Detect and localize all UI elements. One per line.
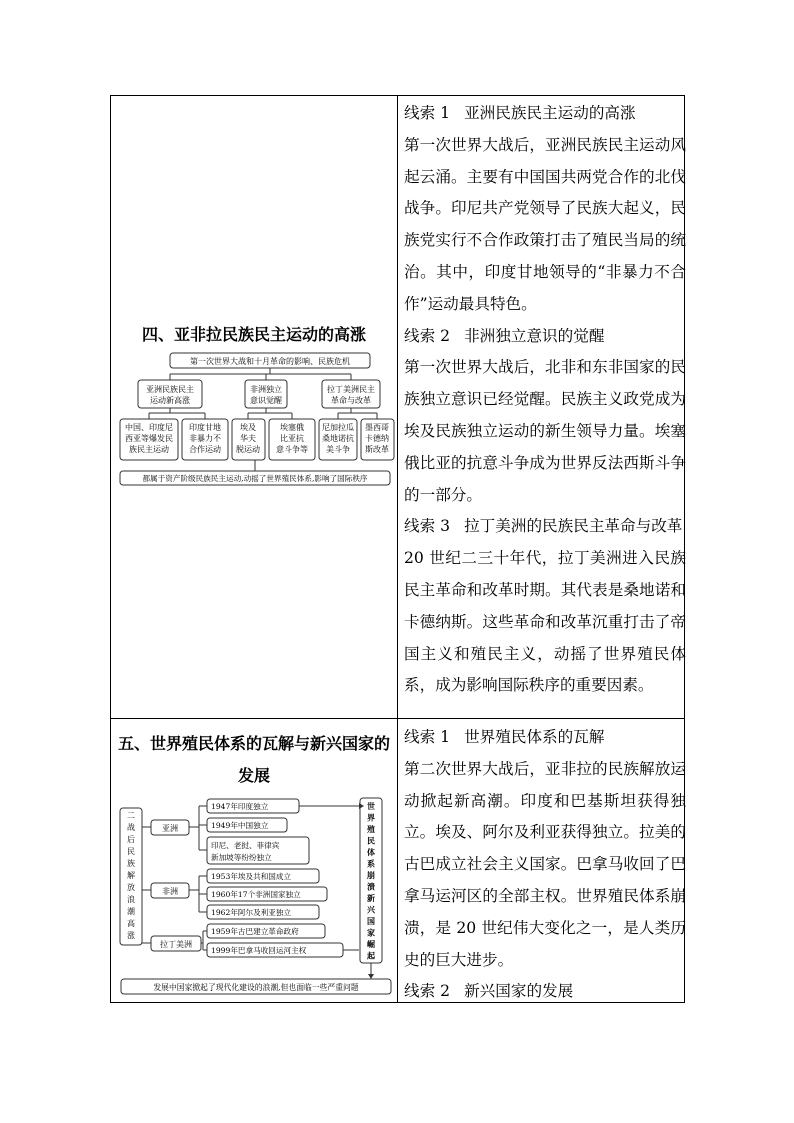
diagram-leaf6-line3: 斯改革 xyxy=(365,445,389,454)
clue-text: 第一次世界大战后，北非和东非国家的民族独立意识已经觉醒。民族主义政党成为埃及民族独立运动的新生领导力量。埃塞俄比亚的抗意斗争成为世界反法西斯斗争的一部分。 xyxy=(404,358,686,504)
right-col-char: 世 xyxy=(367,801,375,811)
diagram-leaf3-line3: 脱运动 xyxy=(236,445,260,454)
diagram-branch2-line2: 意识觉醒 xyxy=(250,396,282,405)
clue-title: 非洲独立意识的觉醒 xyxy=(464,326,605,345)
africa-item: 1960年17个非洲国家独立 xyxy=(211,890,301,899)
clue-heading xyxy=(404,722,686,754)
section5-title-line1: 五、世界殖民体系的瓦解与新兴国家的 xyxy=(117,734,390,753)
diagram-leaf2-line1: 印度甘地 xyxy=(189,423,221,432)
section4-clues xyxy=(404,98,686,702)
row-divider xyxy=(111,718,684,719)
clue-heading xyxy=(404,511,686,543)
diagram-leaf1-line1: 中国、印度尼 xyxy=(125,423,173,432)
right-col-char: 体 xyxy=(367,847,375,857)
africa-item: 1962年阿尔及利亚独立 xyxy=(211,908,292,917)
clue-title: 世界殖民体系的瓦解 xyxy=(464,728,605,746)
right-col-char: 系 xyxy=(367,858,375,869)
left-col-char: 涨 xyxy=(127,931,135,940)
diagram-leaf4-line3: 意斗争等 xyxy=(276,445,308,454)
right-col-char: 民 xyxy=(367,835,375,846)
asia-item: 新加坡等纷纷独立 xyxy=(211,853,272,862)
left-col-char: 解 xyxy=(127,871,135,880)
diagram-branch3-line2: 革命与改革 xyxy=(331,396,371,405)
content-table xyxy=(110,95,685,1003)
diagram-branch3-line1: 拉丁美洲民主 xyxy=(327,385,375,394)
diagram-leaf3-line2: 华夫 xyxy=(240,434,256,443)
clue-text: 第二次世界大战后，亚非拉的民族解放运动掀起新高潮。印度和巴基斯坦获得独立。埃及、阿尔及利亚获得独立。拉美的古巴成立社会主义国家。巴拿马收回了巴拿马运河区的全部主权。世界殖民体系崩溃，是 20 世纪伟大变化之一，是人类历史的巨大进步。 xyxy=(404,759,686,969)
region-asia: 亚洲 xyxy=(162,824,178,833)
asia-item: 印尼、老挝、菲律宾 xyxy=(211,841,280,850)
diagram-leaf6-line2: 卡德纳 xyxy=(365,434,389,443)
diagram-leaf2-line3: 合作运动 xyxy=(189,445,221,454)
latam-item: 1999年巴拿马收回运河主权 xyxy=(211,946,307,955)
left-col-char: 后 xyxy=(127,835,135,844)
section5-diagram xyxy=(115,796,395,996)
region-latam: 拉丁美洲 xyxy=(160,940,192,949)
right-col-char: 溃 xyxy=(367,881,375,892)
clue-label: 线索 1 xyxy=(404,728,451,746)
clue-label: 线索 1 xyxy=(404,104,451,122)
clue-heading xyxy=(404,321,686,353)
left-col-char: 民 xyxy=(127,847,135,856)
diagram-top: 第一次世界大战和十月革命的影响、民族危机 xyxy=(190,357,350,366)
diagram-leaf5-line2: 桑地诺抗 xyxy=(322,434,354,443)
latam-item: 1959年古巴建立革命政府 xyxy=(211,927,299,936)
diagram-leaf5-line1: 尼加拉瓜 xyxy=(322,423,354,432)
diagram-leaf1-line3: 族民主运动 xyxy=(129,445,169,454)
diagram-leaf5-line3: 美斗争 xyxy=(326,445,350,454)
diagram-branch1-line1: 亚洲民族民主 xyxy=(146,385,194,394)
right-col-char: 家 xyxy=(367,927,375,938)
section5-clues xyxy=(404,722,686,1008)
clue-title: 亚洲民族民主运动的高涨 xyxy=(464,104,636,122)
column-divider xyxy=(397,96,398,1002)
clue-text: 第一次世界大战后，亚洲民族民主运动风起云涌。主要有中国国共两党合作的北伐战争。印尼共产党领导了民族大起义，民族党实行不合作政策打击了殖民当局的统治。其中，印度甘地领导的“非暴力不合作”运动最具特色。 xyxy=(404,135,686,313)
clue-heading xyxy=(404,976,686,1008)
right-col-char: 崛 xyxy=(367,939,375,949)
clue-label: 线索 2 xyxy=(404,982,451,1001)
region-africa: 非洲 xyxy=(162,887,178,896)
clue-title: 新兴国家的发展 xyxy=(464,982,574,1001)
diagram-leaf6-line1: 墨西哥 xyxy=(365,423,389,432)
diagram-leaf1-line2: 西亚等爆发民 xyxy=(125,434,173,443)
right-col-char: 兴 xyxy=(367,904,375,915)
diagram-leaf4-line1: 埃塞俄 xyxy=(280,423,304,432)
clue-title: 拉丁美洲的民族民主革命与改革 xyxy=(464,517,683,536)
right-col-char: 国 xyxy=(367,916,375,926)
section4-diagram xyxy=(115,351,395,496)
diagram-leaf2-line2: 非暴力不 xyxy=(189,434,221,443)
left-col-char: 族 xyxy=(127,859,135,868)
left-col-char: 潮 xyxy=(127,907,135,916)
left-col-char: 高 xyxy=(127,919,135,928)
right-col-char: 新 xyxy=(367,893,375,903)
section5-diagram-bottom: 发展中国家掀起了现代化建设的浪潮,但也面临一些严重问题 xyxy=(153,983,359,992)
right-col-char: 起 xyxy=(367,950,375,961)
diagram-branch2-line1: 非洲独立 xyxy=(250,385,282,394)
left-col-char: 战 xyxy=(127,823,135,832)
diagram-bottom: 都属于资产阶级民族民主运动,动摇了世界殖民体系,影响了国际秩序 xyxy=(142,474,368,483)
right-col-char: 殖 xyxy=(367,824,375,834)
diagram-branch1-line2: 运动新高涨 xyxy=(150,396,190,405)
clue-label: 线索 3 xyxy=(404,517,451,536)
diagram-leaf3-line1: 埃及 xyxy=(240,423,256,432)
clue-text: 20 世纪二三十年代，拉丁美洲进入民族民主革命和改革时期。其代表是桑地诺和卡德纳斯。这些革命和改革沉重打击了帝国主义和殖民主义，动摇了世界殖民体系，成为影响国际秩序的重要因素。 xyxy=(404,549,686,695)
left-col-char: 放 xyxy=(127,883,135,892)
section5-title-line2: 发展 xyxy=(237,766,270,785)
clue-label: 线索 2 xyxy=(404,326,451,345)
right-col-char: 崩 xyxy=(367,870,375,880)
section4-title: 四、亚非拉民族民主运动的高涨 xyxy=(141,325,366,344)
africa-item: 1953年埃及共和国成立 xyxy=(211,872,292,881)
left-col-char: 二 xyxy=(127,811,135,820)
left-col-char: 浪 xyxy=(127,895,135,904)
right-col-char: 界 xyxy=(367,812,375,823)
clue-heading xyxy=(404,98,686,130)
asia-item: 1949年中国独立 xyxy=(211,821,269,830)
asia-item: 1947年印度独立 xyxy=(211,802,269,811)
diagram-leaf4-line2: 比亚抗 xyxy=(280,434,304,443)
